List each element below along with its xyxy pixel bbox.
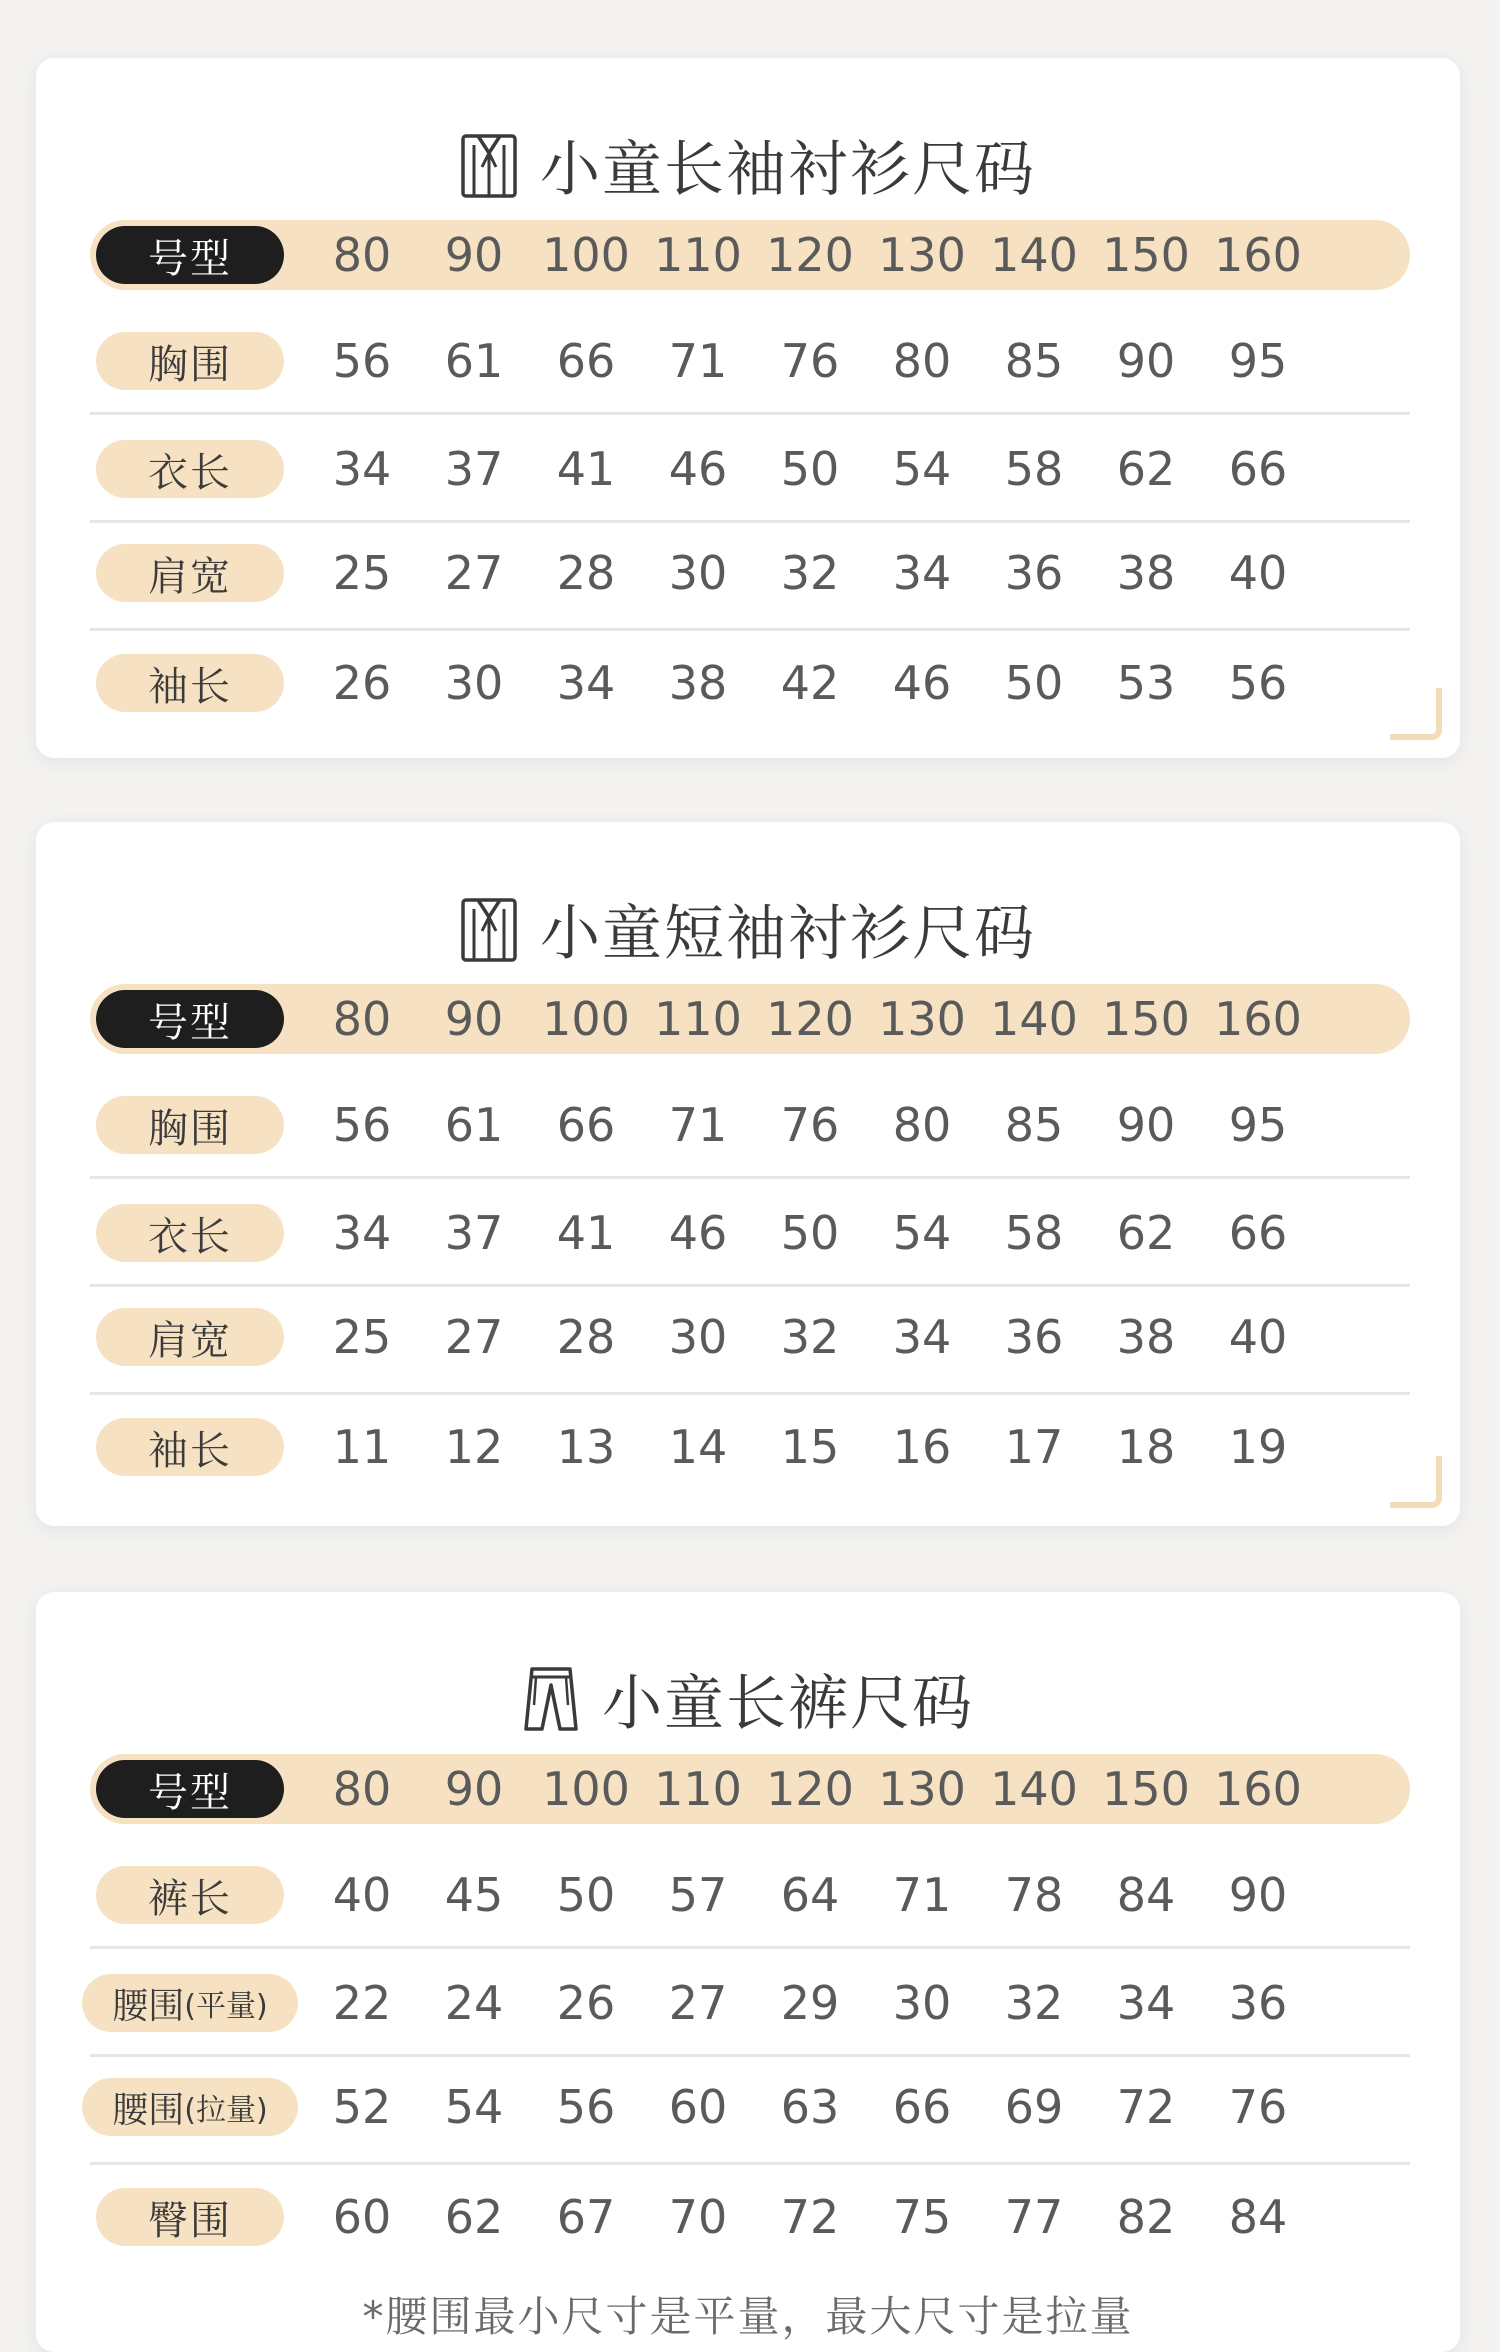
table-cell: 67	[556, 2190, 616, 2244]
table-row	[90, 1198, 1410, 1268]
row-divider	[90, 412, 1410, 415]
table-cell: 36	[1004, 546, 1064, 600]
table-cell: 66	[1228, 442, 1288, 496]
row-divider	[90, 2162, 1410, 2165]
table-row	[90, 2182, 1410, 2252]
table-cell: 17	[1004, 1420, 1064, 1474]
corner-decoration	[1390, 1456, 1442, 1508]
size-value: 100	[542, 228, 630, 282]
table-cell: 22	[332, 1976, 392, 2030]
row-label-main: 腰围	[112, 1985, 185, 2027]
row-label: 胸围	[96, 1096, 284, 1154]
row-divider	[90, 628, 1410, 631]
table-cell: 38	[668, 656, 728, 710]
table-cell: 70	[668, 2190, 728, 2244]
table-cell: 46	[668, 442, 728, 496]
table-cell: 77	[1004, 2190, 1064, 2244]
table-cell: 71	[892, 1868, 952, 1922]
table-cell: 66	[1228, 1206, 1288, 1260]
header-row	[90, 984, 1410, 1054]
size-card-long-sleeve-shirt	[36, 58, 1460, 758]
table-cell: 15	[780, 1420, 840, 1474]
table-cell: 46	[892, 656, 952, 710]
table-cell: 34	[892, 1310, 952, 1364]
table-cell: 66	[556, 1098, 616, 1152]
table-row	[90, 1860, 1410, 1930]
corner-decoration	[1390, 688, 1442, 740]
row-label: 衣长	[96, 1204, 284, 1262]
row-label: 臀围	[96, 2188, 284, 2246]
table-cell: 40	[332, 1868, 392, 1922]
table-cell: 40	[1228, 1310, 1288, 1364]
row-label-note: (平量)	[184, 1989, 268, 2024]
size-value: 150	[1102, 992, 1190, 1046]
table-cell: 34	[1116, 1976, 1176, 2030]
size-value: 160	[1214, 228, 1302, 282]
table-cell: 58	[1004, 442, 1064, 496]
table-cell: 37	[444, 442, 504, 496]
table-row	[90, 1090, 1410, 1160]
table-cell: 63	[780, 2080, 840, 2134]
footnote: *腰围最小尺寸是平量，最大尺寸是拉量	[362, 2292, 1134, 2341]
header-label: 号型	[96, 226, 284, 284]
table-cell: 69	[1004, 2080, 1064, 2134]
table-cell: 45	[444, 1868, 504, 1922]
size-value: 140	[990, 992, 1078, 1046]
table-cell: 61	[444, 1098, 504, 1152]
size-card-short-sleeve-shirt	[36, 822, 1460, 1526]
table-cell: 34	[332, 1206, 392, 1260]
table-cell: 30	[892, 1976, 952, 2030]
table-cell: 30	[668, 546, 728, 600]
table-cell: 27	[668, 1976, 728, 2030]
row-divider	[90, 2054, 1410, 2057]
table-cell: 25	[332, 546, 392, 600]
size-value: 140	[990, 1762, 1078, 1816]
row-divider	[90, 1176, 1410, 1179]
card-title-text: 小童长裤尺码	[602, 1669, 974, 1739]
table-row	[90, 434, 1410, 504]
table-cell: 60	[668, 2080, 728, 2134]
card-title	[36, 122, 1460, 208]
header-row	[90, 1754, 1410, 1824]
size-value: 160	[1214, 1762, 1302, 1816]
table-cell: 11	[332, 1420, 392, 1474]
size-value: 100	[542, 1762, 630, 1816]
table-cell: 62	[1116, 1206, 1176, 1260]
shirt-icon	[460, 131, 518, 199]
table-cell: 95	[1228, 334, 1288, 388]
table-cell: 84	[1228, 2190, 1288, 2244]
table-cell: 36	[1228, 1976, 1288, 2030]
table-cell: 76	[780, 334, 840, 388]
size-card-long-pants	[36, 1592, 1460, 2352]
size-value: 140	[990, 228, 1078, 282]
table-cell: 60	[332, 2190, 392, 2244]
table-cell: 41	[556, 442, 616, 496]
table-cell: 16	[892, 1420, 952, 1474]
row-divider	[90, 1392, 1410, 1395]
table-cell: 72	[780, 2190, 840, 2244]
table-cell: 53	[1116, 656, 1176, 710]
table-cell: 57	[668, 1868, 728, 1922]
table-row	[90, 1412, 1410, 1482]
table-cell: 78	[1004, 1868, 1064, 1922]
table-cell: 54	[444, 2080, 504, 2134]
table-cell: 42	[780, 656, 840, 710]
table-cell: 66	[556, 334, 616, 388]
row-label: 袖长	[96, 1418, 284, 1476]
size-value: 160	[1214, 992, 1302, 1046]
table-cell: 90	[1116, 1098, 1176, 1152]
table-row	[90, 1968, 1410, 2038]
card-title-text: 小童长袖衬衫尺码	[540, 135, 1036, 205]
table-row	[90, 1302, 1410, 1372]
shirt-icon	[460, 895, 518, 963]
size-value: 80	[332, 1762, 392, 1816]
row-label: 肩宽	[96, 1308, 284, 1366]
row-label: 肩宽	[96, 544, 284, 602]
row-divider	[90, 520, 1410, 523]
table-cell: 46	[668, 1206, 728, 1260]
size-value: 130	[878, 228, 966, 282]
size-value: 150	[1102, 1762, 1190, 1816]
table-cell: 27	[444, 1310, 504, 1364]
table-cell: 30	[444, 656, 504, 710]
size-value: 90	[444, 228, 504, 282]
table-cell: 85	[1004, 1098, 1064, 1152]
row-label: 衣长	[96, 440, 284, 498]
pants-icon	[522, 1665, 580, 1733]
table-row	[90, 648, 1410, 718]
table-row	[90, 538, 1410, 608]
table-cell: 50	[780, 442, 840, 496]
row-label	[82, 2078, 298, 2136]
table-cell: 66	[892, 2080, 952, 2134]
table-cell: 29	[780, 1976, 840, 2030]
table-cell: 14	[668, 1420, 728, 1474]
table-cell: 64	[780, 1868, 840, 1922]
table-cell: 90	[1228, 1868, 1288, 1922]
table-cell: 62	[1116, 442, 1176, 496]
table-cell: 85	[1004, 334, 1064, 388]
table-cell: 41	[556, 1206, 616, 1260]
table-cell: 50	[556, 1868, 616, 1922]
table-cell: 75	[892, 2190, 952, 2244]
size-value: 130	[878, 992, 966, 1046]
table-cell: 34	[892, 546, 952, 600]
row-divider	[90, 1284, 1410, 1287]
table-cell: 24	[444, 1976, 504, 2030]
table-cell: 76	[1228, 2080, 1288, 2134]
table-cell: 56	[332, 1098, 392, 1152]
size-value: 110	[654, 992, 742, 1046]
row-label-main: 腰围	[112, 2089, 185, 2131]
table-cell: 71	[668, 1098, 728, 1152]
table-cell: 26	[332, 656, 392, 710]
table-cell: 90	[1116, 334, 1176, 388]
size-value: 110	[654, 228, 742, 282]
table-cell: 38	[1116, 1310, 1176, 1364]
card-title	[36, 1656, 1460, 1742]
table-cell: 80	[892, 334, 952, 388]
table-cell: 61	[444, 334, 504, 388]
table-cell: 34	[556, 656, 616, 710]
table-cell: 38	[1116, 546, 1176, 600]
row-divider	[90, 1946, 1410, 1949]
size-value: 100	[542, 992, 630, 1046]
header-label: 号型	[96, 990, 284, 1048]
table-cell: 36	[1004, 1310, 1064, 1364]
size-value: 120	[766, 1762, 854, 1816]
table-cell: 18	[1116, 1420, 1176, 1474]
size-value: 120	[766, 992, 854, 1046]
table-cell: 50	[780, 1206, 840, 1260]
table-cell: 52	[332, 2080, 392, 2134]
row-label-note: (拉量)	[184, 2093, 268, 2128]
table-cell: 40	[1228, 546, 1288, 600]
table-cell: 28	[556, 1310, 616, 1364]
size-value: 80	[332, 992, 392, 1046]
table-cell: 27	[444, 546, 504, 600]
table-cell: 32	[1004, 1976, 1064, 2030]
table-cell: 62	[444, 2190, 504, 2244]
table-row	[90, 2072, 1410, 2142]
table-cell: 34	[332, 442, 392, 496]
table-cell: 56	[332, 334, 392, 388]
row-label	[82, 1974, 298, 2032]
size-value: 90	[444, 1762, 504, 1816]
header-row	[90, 220, 1410, 290]
table-row	[90, 326, 1410, 396]
row-label: 胸围	[96, 332, 284, 390]
table-cell: 76	[780, 1098, 840, 1152]
card-title-text: 小童短袖衬衫尺码	[540, 899, 1036, 969]
table-cell: 30	[668, 1310, 728, 1364]
row-label: 裤长	[96, 1866, 284, 1924]
size-value: 130	[878, 1762, 966, 1816]
table-cell: 32	[780, 1310, 840, 1364]
table-cell: 28	[556, 546, 616, 600]
table-cell: 82	[1116, 2190, 1176, 2244]
size-value: 90	[444, 992, 504, 1046]
size-value: 120	[766, 228, 854, 282]
table-cell: 71	[668, 334, 728, 388]
table-cell: 80	[892, 1098, 952, 1152]
size-value: 150	[1102, 228, 1190, 282]
table-cell: 72	[1116, 2080, 1176, 2134]
size-value: 80	[332, 228, 392, 282]
table-cell: 13	[556, 1420, 616, 1474]
table-cell: 54	[892, 1206, 952, 1260]
table-cell: 12	[444, 1420, 504, 1474]
table-cell: 54	[892, 442, 952, 496]
header-label: 号型	[96, 1760, 284, 1818]
table-cell: 37	[444, 1206, 504, 1260]
size-value: 110	[654, 1762, 742, 1816]
table-cell: 95	[1228, 1098, 1288, 1152]
table-cell: 50	[1004, 656, 1064, 710]
table-cell: 26	[556, 1976, 616, 2030]
table-cell: 58	[1004, 1206, 1064, 1260]
table-cell: 25	[332, 1310, 392, 1364]
card-title	[36, 886, 1460, 972]
table-cell: 19	[1228, 1420, 1288, 1474]
row-label: 袖长	[96, 654, 284, 712]
table-cell: 84	[1116, 1868, 1176, 1922]
table-cell: 56	[556, 2080, 616, 2134]
table-cell: 56	[1228, 656, 1288, 710]
table-cell: 32	[780, 546, 840, 600]
